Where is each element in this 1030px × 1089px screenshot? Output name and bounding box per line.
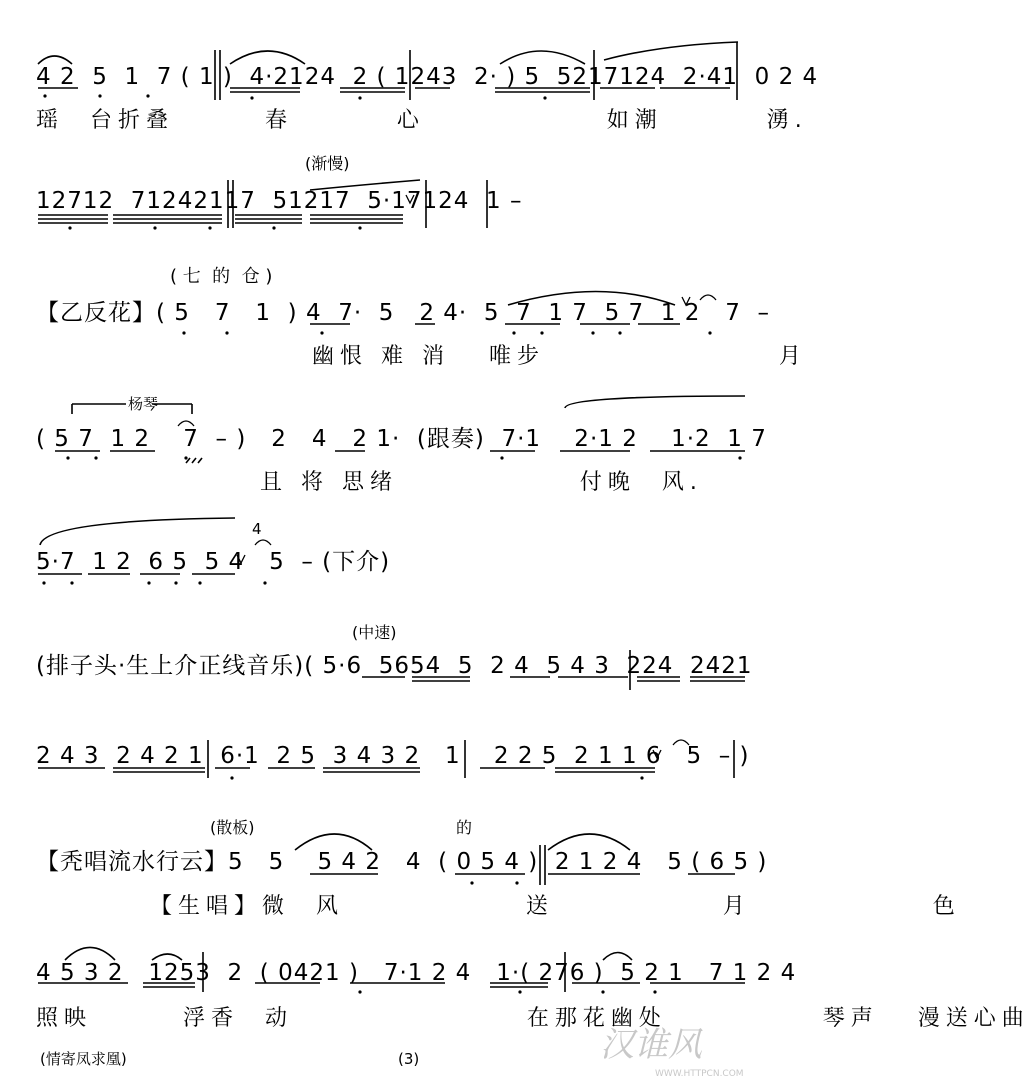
grace-note-row-5: 4 <box>252 520 262 538</box>
notation-row-9: 4 5 3 2 1253 2 ( 0421 ) 7·1 2 4 1·( 276 ) 5 2 1 7 1 2 4 <box>36 960 797 986</box>
lyrics-row-1: 瑶 台折叠 春 心 如潮 湧. <box>36 108 808 133</box>
watermark-logo: 汉谁风 <box>600 1025 702 1065</box>
notation-row-4: ( 5 7 1 2 7 – ) 2 4 2 1· (跟奏) 7·1 2·1 2 1·2 1 7 <box>36 426 767 452</box>
lyrics-row-8: 【生唱】微 风 送 月 色 <box>150 894 961 919</box>
notation-row-8: 【秃唱流水行云】5 5 5 4 2 4 ( 0 5 4 ) 2 1 2 4 5 ( 6 5 ) <box>36 849 768 875</box>
tempo-marking-row-6: (中速) <box>352 623 397 642</box>
notation-row-2: 12712 71242117 51217 5·17124 1 – <box>36 188 523 214</box>
notation-row-6: (排子头·生上介正线音乐)( 5·6 5654 5 2 4 5 4 3 224 2421 <box>36 653 753 679</box>
percussion-marking-row-3: ( 七 的 仓 ) <box>170 266 273 287</box>
notation-row-7: 2 4 3 2 4 2 1 6·1 2 5 3 4 3 2 1 2 2 5 2 1 1 6 5 – ) <box>36 743 750 769</box>
lyrics-row-9: 照映 浮香 动 在那花幽处 琴声 漫送心曲 <box>36 1006 1030 1031</box>
footer-song-title: (情寄凤求凰) <box>40 1050 127 1068</box>
percussion-marking-row-8: 的 <box>456 818 473 837</box>
watermark-url: WWW.HTTPCN.COM <box>655 1069 744 1079</box>
tempo-marking-row-2: (渐慢) <box>305 154 350 173</box>
footer-page-number: (3) <box>398 1050 420 1068</box>
notation-row-5: 5·7 1 2 6 5 5 4 5 – (下介) <box>36 549 391 575</box>
notation-row-3: 【乙反花】( 5 7 1 ) 4 7· 5 2 4· 5 7 1 7 5 7 1 2 7 – <box>36 300 771 326</box>
tempo-marking-row-8: (散板) <box>210 818 255 837</box>
lyrics-row-4: 且 将 思绪 付晚 风. <box>260 470 703 495</box>
notation-row-1: 4 2 5 1 7 ( 1 ) 4·2124 2 ( 1243 2· ) 5 5217124 2·41 0 2 4 <box>36 64 819 90</box>
instrument-marking-yangqin: 杨琴 <box>128 395 159 413</box>
lyrics-row-3: 幽恨 难 消 唯步 月 <box>312 344 807 369</box>
